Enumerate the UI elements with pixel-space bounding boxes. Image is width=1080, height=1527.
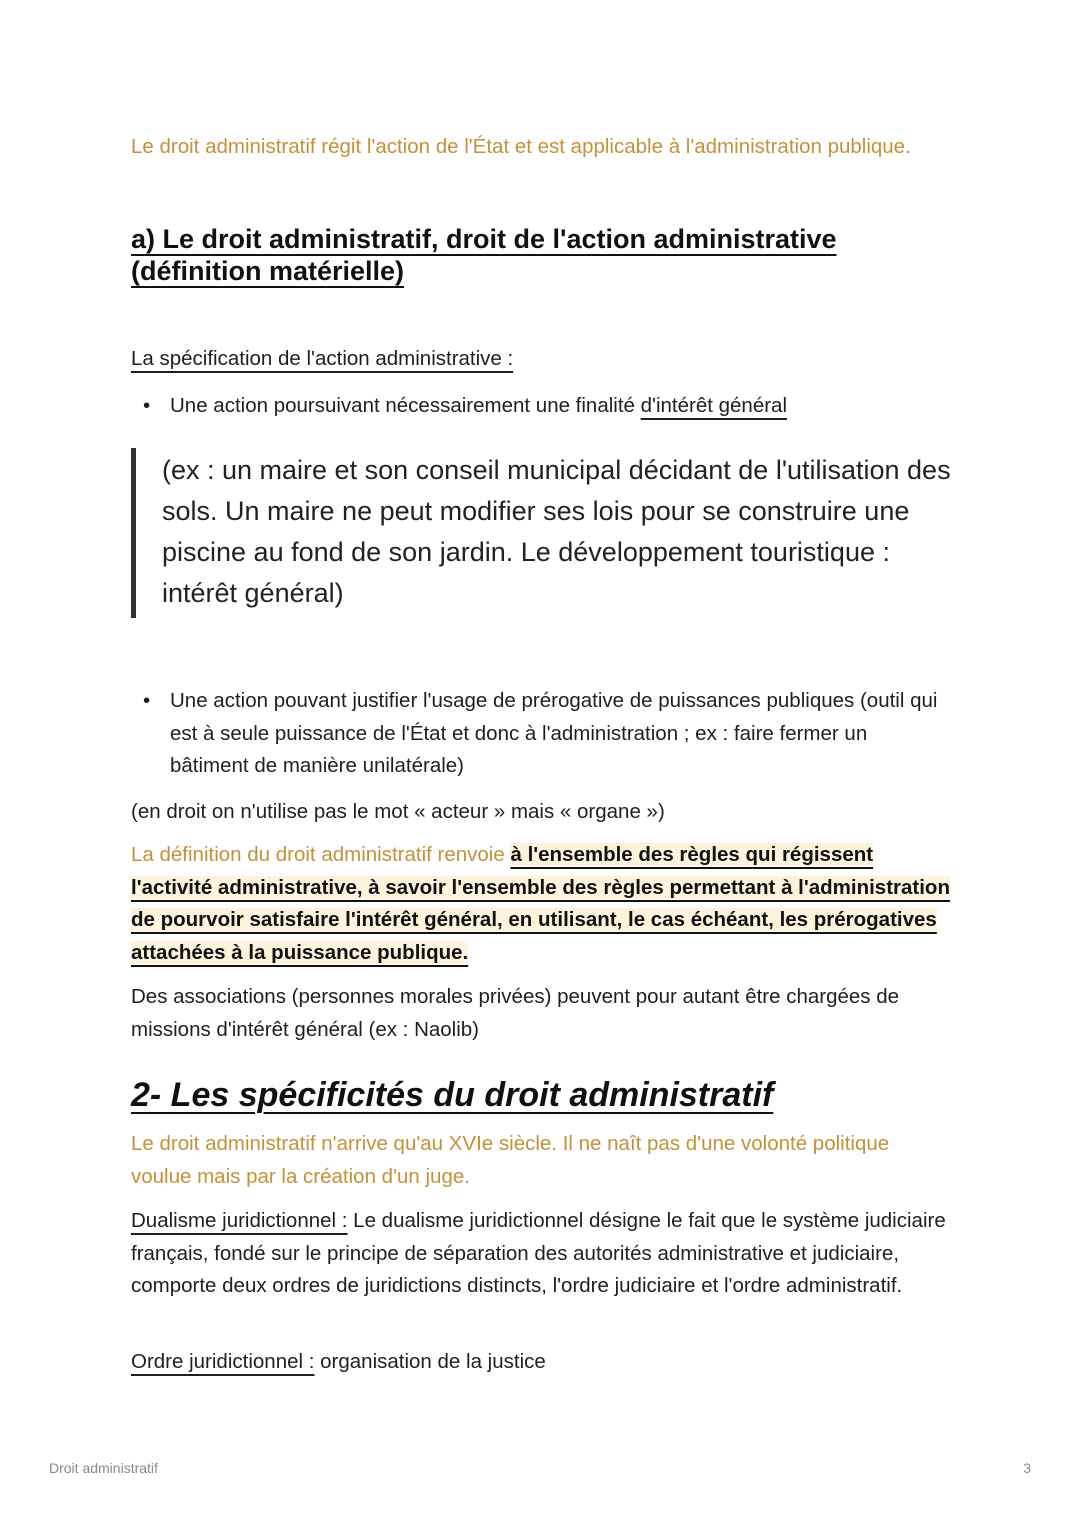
ordre-text: organisation de la justice: [314, 1350, 546, 1373]
blockquote: (ex : un maire et son conseil municipal décidant de l'utilisation des sols. Un maire ne peut modifier ses lois pour se construire une piscine au fond de son jardin. Le développement touristique : intérêt général): [131, 448, 951, 618]
dualisme-text: Le dualisme juridictionnel désigne le fait que le système judiciaire français, fondé sur le principe de séparation des autorités administrative et judiciaire, comporte deux ordres de juridictions distincts, l'ordre judiciaire et l'ordre administratif.: [131, 1209, 946, 1297]
history-paragraph: Le droit administratif n'arrive qu'au XVIe siècle. Il ne naît pas d'une volonté politique voulue mais par la création d'un juge.: [131, 1132, 890, 1188]
dualisme-paragraph: [131, 1205, 951, 1303]
intro-paragraph: Le droit administratif régit l'action de l'État et est applicable à l'administration publique.: [131, 135, 911, 158]
bullet-text: Une action pouvant justifier l'usage de prérogative de puissances publiques (outil qui est à seule puissance de l'État et donc à l'administration ; ex : faire fermer un bâtiment de manière unilatérale): [170, 689, 938, 777]
spec-label-text: La spécification de l'action administrative :: [131, 347, 514, 370]
associations-paragraph: Des associations (personnes morales privées) peuvent pour autant être chargées de missions d'intérêt général (ex : Naolib): [131, 985, 900, 1041]
dualisme-term: Dualisme juridictionnel :: [131, 1209, 348, 1232]
ordre-paragraph: [131, 1346, 951, 1379]
heading-2-text: 2- Les spécificités du droit administratif: [131, 1076, 774, 1114]
bullet-icon: •: [143, 394, 151, 417]
list-item: [131, 685, 951, 783]
organe-note: (en droit on n'utilise pas le mot « acteur » mais « organe »): [131, 800, 665, 823]
heading-a-text: a) Le droit administratif, droit de l'action administrative (définition matérielle): [131, 224, 837, 286]
bullet-text: Une action poursuivant nécessairement une finalité: [170, 394, 641, 417]
page-number: 3: [1023, 1460, 1031, 1476]
definition-paragraph: [131, 839, 951, 969]
heading-2: [131, 1075, 951, 1115]
bullet-underlined: d'intérêt général: [640, 394, 788, 417]
footer-title: Droit administratif: [49, 1460, 158, 1476]
list-item: [131, 390, 951, 423]
definition-lead: La définition du droit administratif renvoie: [131, 843, 511, 866]
bullet-icon: •: [143, 689, 151, 712]
spec-label: [131, 343, 951, 376]
definition-highlight: à l'ensemble des règles qui régissent l'activité administrative, à savoir l'ensemble des règles permettant à l'administration de pourvoir satisfaire l'intérêt général, en utilisant, le cas échéant, les prérogatives attachées à la puissance publique.: [131, 843, 950, 964]
heading-a: [131, 223, 851, 287]
ordre-term: Ordre juridictionnel :: [131, 1350, 315, 1373]
